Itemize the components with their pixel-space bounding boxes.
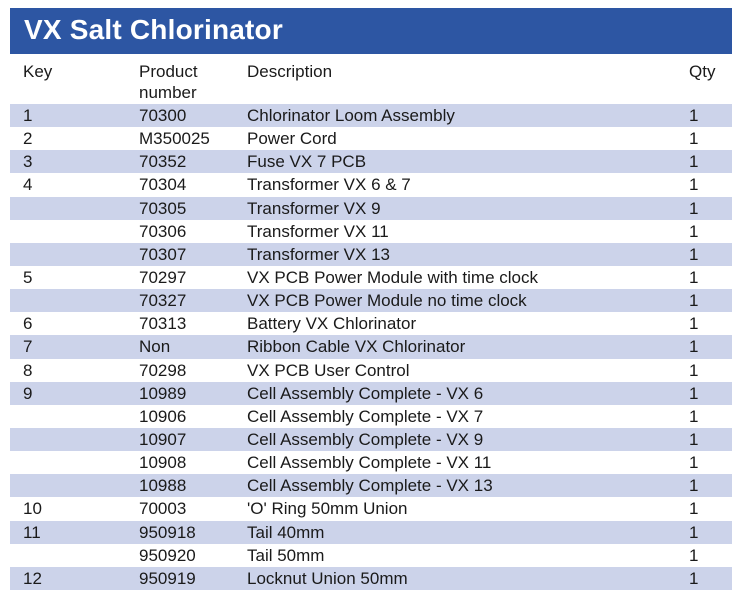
cell-product-number: 70297 <box>139 267 187 287</box>
cell-key: 5 <box>23 267 33 287</box>
cell-qty: 1 <box>689 152 699 172</box>
table-row <box>10 266 732 289</box>
cell-description: Ribbon Cable VX Chlorinator <box>247 337 466 357</box>
table-row <box>10 405 732 428</box>
cell-description: VX PCB User Control <box>247 360 410 380</box>
cell-description: Tail 50mm <box>247 545 325 565</box>
cell-description: Locknut Union 50mm <box>247 568 408 588</box>
cell-product-number: 70307 <box>139 244 187 264</box>
cell-description: Transformer VX 11 <box>247 221 389 241</box>
table-row <box>10 173 732 196</box>
header-product-line1: Product <box>139 62 198 81</box>
cell-product-number: Non <box>139 337 171 357</box>
cell-description: 'O' Ring 50mm Union <box>247 499 408 519</box>
cell-qty: 1 <box>689 453 699 473</box>
cell-qty: 1 <box>689 129 699 149</box>
cell-qty: 1 <box>689 499 699 519</box>
cell-product-number: 950920 <box>139 545 196 565</box>
cell-key: 1 <box>23 106 33 125</box>
cell-qty: 1 <box>689 429 699 449</box>
cell-product-number: 10906 <box>139 406 187 426</box>
cell-qty: 1 <box>689 314 699 334</box>
cell-key: 7 <box>23 337 33 357</box>
cell-product-number: M350025 <box>139 129 210 149</box>
table-row <box>10 382 732 405</box>
table-row <box>10 544 732 567</box>
cell-qty: 1 <box>689 383 699 403</box>
cell-qty: 1 <box>689 360 699 380</box>
table-row <box>10 474 732 497</box>
cell-key: 9 <box>23 383 33 403</box>
cell-product-number: 70352 <box>139 152 187 172</box>
cell-product-number: 10988 <box>139 476 187 496</box>
cell-product-number: 10907 <box>139 429 187 449</box>
table-row <box>10 197 732 220</box>
cell-key: 2 <box>23 129 33 149</box>
cell-qty: 1 <box>689 545 699 565</box>
cell-qty: 1 <box>689 337 699 357</box>
cell-description: Battery VX Chlorinator <box>247 314 417 334</box>
table-row <box>10 127 732 150</box>
table-row <box>10 289 732 312</box>
cell-key: 6 <box>23 314 33 334</box>
cell-product-number: 70306 <box>139 221 187 241</box>
table-row <box>10 104 732 127</box>
cell-description: Cell Assembly Complete - VX 11 <box>247 453 492 473</box>
cell-key: 10 <box>23 499 42 519</box>
cell-description: Tail 40mm <box>247 522 325 542</box>
table-header <box>10 60 732 104</box>
table-row <box>10 567 732 590</box>
cell-description: Transformer VX 9 <box>247 198 381 218</box>
header-product-number <box>139 61 239 103</box>
cell-qty: 1 <box>689 106 699 125</box>
cell-product-number: 70300 <box>139 106 187 125</box>
title-bar <box>10 8 732 54</box>
cell-key: 8 <box>23 360 33 380</box>
table-row <box>10 497 732 520</box>
cell-qty: 1 <box>689 267 699 287</box>
cell-description: Cell Assembly Complete - VX 7 <box>247 406 484 426</box>
table-row <box>10 220 732 243</box>
page-title: VX Salt Chlorinator <box>24 14 283 45</box>
cell-product-number: 950919 <box>139 568 196 588</box>
table-row <box>10 150 732 173</box>
cell-qty: 1 <box>689 244 699 264</box>
cell-product-number: 950918 <box>139 522 196 542</box>
cell-product-number: 10989 <box>139 383 187 403</box>
cell-qty: 1 <box>689 221 699 241</box>
cell-description: Transformer VX 6 & 7 <box>247 175 411 195</box>
cell-description: Cell Assembly Complete - VX 9 <box>247 429 484 449</box>
cell-qty: 1 <box>689 522 699 542</box>
cell-qty: 1 <box>689 291 699 311</box>
cell-description: VX PCB Power Module no time clock <box>247 291 527 311</box>
cell-description: Chlorinator Loom Assembly <box>247 106 455 125</box>
cell-qty: 1 <box>689 198 699 218</box>
table-row <box>10 243 732 266</box>
header-qty: Qty <box>689 62 716 81</box>
table-row <box>10 359 732 382</box>
cell-key: 3 <box>23 152 33 172</box>
cell-description: Fuse VX 7 PCB <box>247 152 367 172</box>
table-row <box>10 428 732 451</box>
table-row <box>10 335 732 358</box>
table-body <box>10 104 732 590</box>
cell-qty: 1 <box>689 175 699 195</box>
cell-description: Power Cord <box>247 129 337 149</box>
header-key: Key <box>23 62 53 81</box>
cell-product-number: 70327 <box>139 291 187 311</box>
header-description: Description <box>247 62 333 81</box>
cell-product-number: 70003 <box>139 499 187 519</box>
cell-product-number: 70298 <box>139 360 187 380</box>
cell-product-number: 70313 <box>139 314 187 334</box>
cell-key: 4 <box>23 175 33 195</box>
cell-description: VX PCB Power Module with time clock <box>247 267 538 287</box>
parts-table <box>10 60 732 590</box>
table-row <box>10 312 732 335</box>
cell-description: Cell Assembly Complete - VX 6 <box>247 383 484 403</box>
table-row <box>10 451 732 474</box>
cell-qty: 1 <box>689 568 699 588</box>
cell-qty: 1 <box>689 476 699 496</box>
cell-product-number: 10908 <box>139 453 187 473</box>
cell-product-number: 70304 <box>139 175 187 195</box>
cell-key: 12 <box>23 568 42 588</box>
cell-qty: 1 <box>689 406 699 426</box>
header-product-line2: number <box>139 83 197 102</box>
cell-description: Cell Assembly Complete - VX 13 <box>247 476 493 496</box>
cell-description: Transformer VX 13 <box>247 244 390 264</box>
table-row <box>10 521 732 544</box>
cell-product-number: 70305 <box>139 198 187 218</box>
cell-key: 11 <box>23 522 41 542</box>
